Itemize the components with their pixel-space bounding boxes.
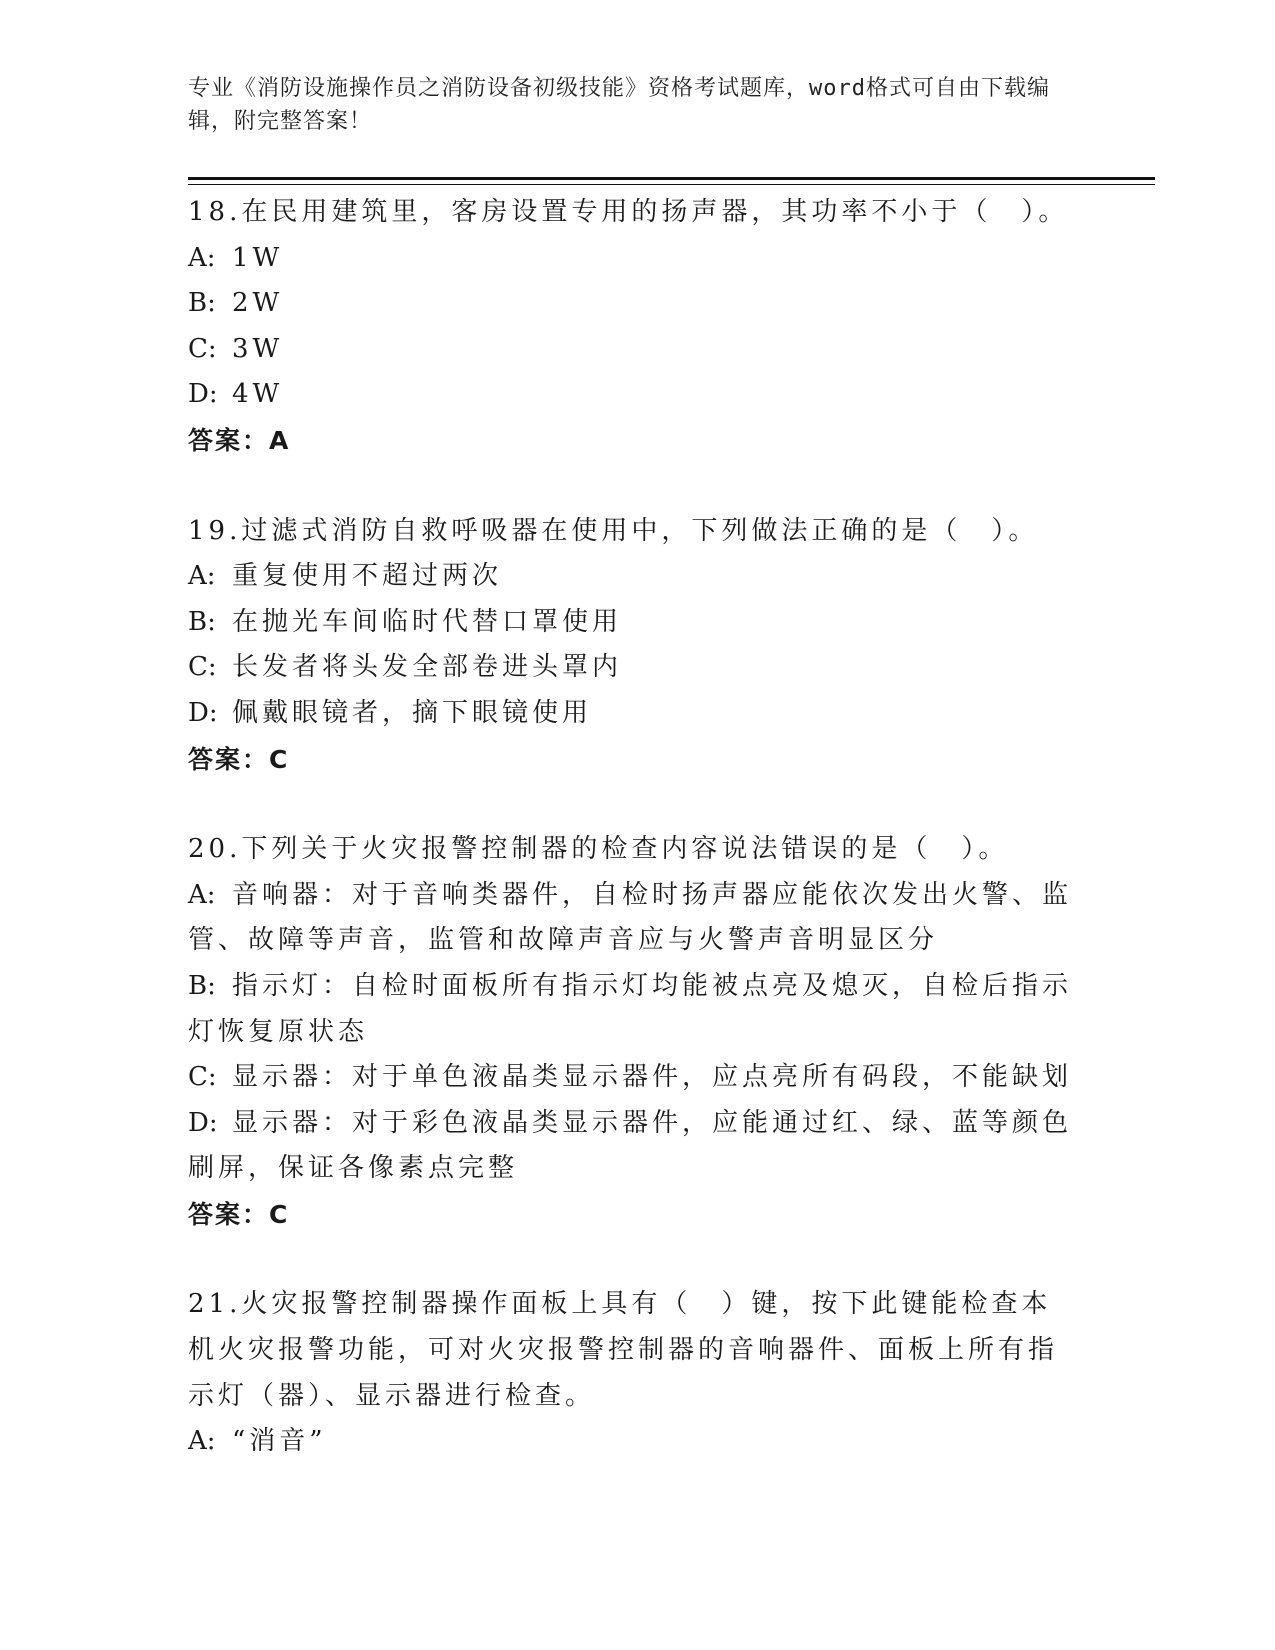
question-18 xyxy=(188,190,1078,464)
option-text: 1W xyxy=(232,242,284,273)
option-a xyxy=(188,554,1078,600)
question-20 xyxy=(188,827,1078,1237)
answer-line: 答案：C xyxy=(188,1199,290,1229)
option-text: 长发者将头发全部卷进头罩内 xyxy=(232,652,623,683)
header-divider-thin xyxy=(188,184,1155,185)
option-key: A: xyxy=(188,242,216,273)
option-key: A: xyxy=(188,879,216,910)
option-key: A: xyxy=(188,1426,216,1457)
option-d xyxy=(188,691,1078,737)
option-key: D: xyxy=(188,1107,218,1138)
option-b xyxy=(188,964,1078,1055)
question-21 xyxy=(188,1282,1078,1464)
option-a xyxy=(188,873,1078,964)
option-text: 重复使用不超过两次 xyxy=(232,561,503,592)
option-key: C: xyxy=(188,333,217,364)
option-d xyxy=(188,1101,1078,1192)
option-key: B: xyxy=(188,970,216,1001)
option-text: 4W xyxy=(232,379,284,410)
option-b xyxy=(188,600,1078,646)
option-c xyxy=(188,645,1078,691)
option-b xyxy=(188,281,1078,327)
option-text: 在抛光车间临时代替口罩使用 xyxy=(232,606,623,637)
question-text: 21.火灾报警控制器操作面板上具有（ ）键，按下此键能检查本机火灾报警功能，可对火灾报警控制器的音响器件、面板上所有指示灯（器）、显示器进行检查。 xyxy=(188,1289,1059,1411)
option-text: 显示器：对于彩色液晶类显示器件，应能通过红、绿、蓝等颜色刷屏，保证各像素点完整 xyxy=(188,1107,1073,1184)
document-header: 专业《消防设施操作员之消防设备初级技能》资格考试题库，word格式可自由下载编辑，附完整答案！ xyxy=(188,76,1050,134)
question-text: 19.过滤式消防自救呼吸器在使用中，下列做法正确的是（ ）。 xyxy=(188,515,1039,546)
option-key: C: xyxy=(188,1062,217,1093)
question-text: 18.在民用建筑里，客房设置专用的扬声器，其功率不小于（ ）。 xyxy=(188,197,1069,227)
option-key: C: xyxy=(188,652,217,683)
question-19 xyxy=(188,509,1078,783)
question-list xyxy=(188,190,1078,1510)
option-a xyxy=(188,236,1078,282)
question-text: 20.下列关于火灾报警控制器的检查内容说法错误的是（ ）。 xyxy=(188,834,1009,865)
option-key: D: xyxy=(188,697,218,728)
answer-line: 答案：A xyxy=(188,425,291,455)
option-a xyxy=(188,1419,1078,1465)
option-key: B: xyxy=(188,288,216,319)
option-c xyxy=(188,327,1078,373)
option-d xyxy=(188,372,1078,418)
header-divider-thick xyxy=(188,177,1155,180)
answer-line: 答案：C xyxy=(188,744,290,774)
option-text: 3W xyxy=(232,333,284,364)
option-text: 显示器：对于单色液晶类显示器件，应点亮所有码段，不能缺划 xyxy=(232,1062,1073,1093)
option-text: 指示灯：自检时面板所有指示灯均能被点亮及熄灭，自检后指示灯恢复原状态 xyxy=(188,970,1073,1047)
option-text: 2W xyxy=(232,288,284,319)
option-key: A: xyxy=(188,561,216,592)
option-text: 音响器：对于音响类器件，自检时扬声器应能依次发出火警、监管、故障等声音，监管和故障声音应与火警声音明显区分 xyxy=(188,879,1073,956)
option-c xyxy=(188,1055,1078,1101)
option-key: B: xyxy=(188,606,216,637)
option-text: “消音” xyxy=(232,1426,327,1457)
option-text: 佩戴眼镜者，摘下眼镜使用 xyxy=(232,697,593,728)
option-key: D: xyxy=(188,379,218,410)
